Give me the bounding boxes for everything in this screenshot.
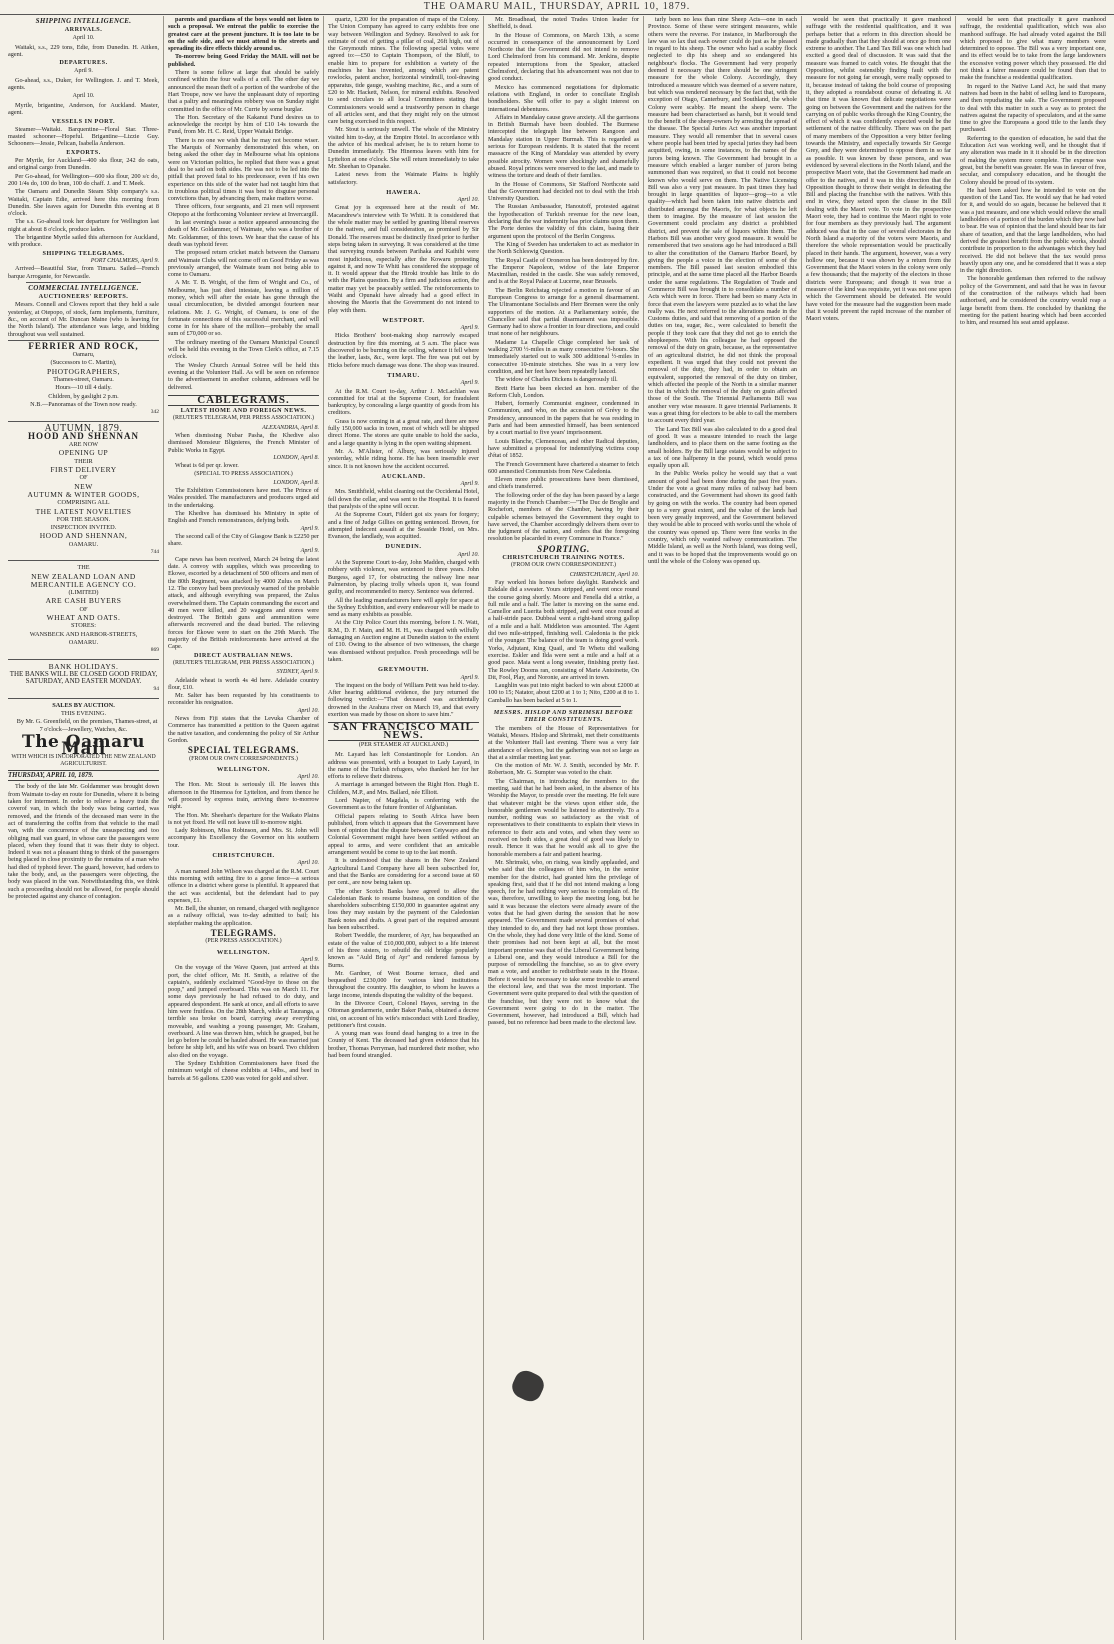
paragraph: Latest news from the Waimate Plains is highly satisfactory. <box>328 171 479 186</box>
ad-line: OPENING UP <box>58 448 109 458</box>
ferrier-rock-ad <box>8 340 159 419</box>
paragraph: To-morrow being Good Friday the MAIL will not be published. <box>168 53 319 68</box>
place-heading: CHRISTCHURCH. <box>212 852 275 860</box>
dateline: April 9. <box>460 380 479 387</box>
ad-line: BANK HOLIDAYS. <box>48 661 119 671</box>
departure-text-2: Myrtle, brigantine, Anderson, for Auckland. Master, agent. <box>8 101 159 117</box>
paragraph: The widow of Charles Dickens is dangerously ill. <box>495 376 618 384</box>
dateline: April 10. <box>457 197 479 204</box>
editorial-text: The body of the late Mr. Goldammer was brought down from Waimate to-day en route for Dunedin, where it is being taken for interment. In order to relieve a heavy train the coverof van, in which the body was being carried, was removed, and the friends of the deceased man were in the act of transferring the coffin from that vehicle to the mail van, with the concurrence of the unsuspecting and too obliging mail van guard, in whose care the passengers were placed, when they found that it was their duty to object. Indeed it was not a pleasant thing to think of the passengers being placed in close proximity to the remains of a man who had died of typhoid fever. The guard, however, had orders to take the body, and, as the passengers were objecting, the body was placed in the van. Notwithstanding this, we think such a proceeding should not be allowed, for people should be protected against any chance of contagion. <box>8 783 159 900</box>
paper-date: THURSDAY, APRIL 10, 1879. <box>8 770 159 781</box>
paragraph: Mrs. Smithfield, whilst cleaning out the Occidental Hotel, fell down the cellar, and was sent to the Hospital. It is feared that paralysis of the spine will occur. <box>328 488 479 510</box>
dateline: April 10. <box>297 860 319 867</box>
ad-line: INSPECTION INVITED. <box>50 524 117 532</box>
dateline: LONDON, April 8. <box>273 479 319 486</box>
paragraph: Referring to the question of education, he said that the Education Act was working well, and he thought that if any alteration was made in it it should be in the direction of making the system more complete. The expense was great, but the benefit was greater. He was in favour of free, secular, and compulsory education, and he thought the Colony should be proud of its system. <box>960 134 1106 186</box>
dateline: April 9. <box>300 548 319 555</box>
arrival-text: Waitaki, s.s., 229 tons, Edie, from Dunedin. H. Aitken, agent. <box>8 43 159 59</box>
paragraph: News from Fiji states that the Levuka Chamber of Commerce has transmitted a petition to the Queen against the native taxation, and condemning the policy of Sir Arthur Gordon. <box>168 715 319 744</box>
place-heading: GREYMOUTH. <box>378 666 429 674</box>
myrtle-text: The brigantine Myrtle sailed this afternoon for Auckland, with produce. <box>8 234 159 249</box>
bank-holidays-ad <box>8 659 159 696</box>
paragraph: The honorable gentleman then referred to the railway policy of the Government, and said that he was in favour of the construction of the railways which had been authorised, and he considered the country would reap a large benefit from them. He concluded by thanking the meeting for the patient hearing which had been accorded to him, and resumed his seat amid applause. <box>960 275 1106 327</box>
paragraph: Brett Harte has been elected an hon. member of the Reform Club, London. <box>488 384 639 399</box>
paragraph: Lord Napier, of Magdala, is conferring with the Government as to the future frontier of Afghanistan. <box>328 796 479 812</box>
paragraph: parents and guardians of the boys would not listen to such a proposal. We entreat the public to exercise the greatest care at the present juncture. It is too late to be on the safe side, and we must attend to the streets and spreading its dire effects thickly around us. <box>168 16 319 53</box>
ad-line: PHOTOGRAPHERS, <box>47 366 120 376</box>
paragraph: would be seen that practically it gave manhood suffrage with the residential qualification, and it was perhaps better that a reform in this direction should be made gradually than that they should at once go from one extreme to another. The Land Tax Bill was one which had excited a good deal of discussion. It was said that the measure was framed to catch votes. He thought that the Opposition, whilst ostensibly finding fault with the measure for not going far enough, were really opposed to it, because instead of taking the bold course of proposing it, they adopted a roundabout course of defeating it. At that time it was known that delicate negotiations were going on between the Government and the natives for the carrying on of public works through the King Country, the effect of which it was confidently expected would be the settlement of the native difficulty. There was on the part of many members of the Opposition a very bitter feeling towards the Ministry, and especially towards Sir George Grey, and they were determined to oppose them in so far as possible. It was known by these persons, and was evidenced by several elections in the North Island, and the prospective Maori vote, that the Government had made an offer to the natives, and it was in this direction that the Opposition thought to throw their weight in defeating the Bill and placing the franchise with the natives. With this end in view, they seized upon the clause in the Bill dealing with the Maori vote. To vote in the prospective Maori vote, they had to continue the Maori right to vote for four members as they previously had. The argument adduced was that in the case of several electorates in the North Island a majority of the voters were Maoris, and therefore the whole representation would be practically placed in their hands. The argument, however, was a very hollow one, because it was shown by a return from the Government that the Maori voters in the colony were only a few thousands; that the majority of the electors in those districts were Europeans; and though it was true a measure of the kind was requisite, yet it was not one upon which the Government should be defeated. He would have voted for the measure had the suggestion been made that it would prevent the rapid increase of the number of Maori voters. <box>806 16 951 323</box>
paragraph: The Hon. Mr. Stout is seriously ill. He leaves this afternoon in the Hinemoa for Lyttelton, and from thence he will proceed by express train, arriving there to-morrow night. <box>168 781 319 811</box>
sales-auction-ad <box>8 698 159 736</box>
paper-title: The Oamaru Mail <box>22 731 145 760</box>
ad-line: Oamaru, <box>72 351 95 359</box>
source-note: (PER PRESS ASSOCIATION.) <box>205 938 282 945</box>
column-2 <box>164 16 324 1640</box>
paragraph: A marriage is arranged between the Right Hon. Hugh E. Childers, M.P., and Mrs. Ballard, née Elliott. <box>328 781 479 796</box>
ad-line: N.B.—Panoramas of the Town now ready. <box>30 400 137 408</box>
paragraph: In regard to the Native Land Act, he said that many natives had been in the habit of selling land to Europeans, and then repudiating the sale. The Government proposed to deal with this matter in such a way as to protect the natives against the rapacity of speculators, and at the same time to give the Europeans a good title to the lands they purchased. <box>960 82 1106 134</box>
dateline: April 10. <box>457 551 479 558</box>
paragraph: The following order of the day has been passed by a large majority in the French Chamber:—"The Duc de Broglie and Rochefort, members of the Chamber, having by their culpable schemes betrayed the Government they ought to have served, the Chamber accordingly delivers them over to the judgment of the nation, and orders that the foregoing resolution be placarded in every Commune in France." <box>488 491 639 543</box>
paragraph: Laughlin was put into night backed to win about £2000 at 100 to 15; Natator, about £200 at 1 to 1; Nito, £200 at 8 to 1. Camballo has been backed at 5 to 1. <box>488 682 639 704</box>
ad-line: (LIMITED) <box>68 589 99 597</box>
place-heading: WELLINGTON. <box>216 765 271 773</box>
paragraph: In the House of Commons, on March 13th, a scene occurred in consequence of the announcement by Lord Northcote that the Government did not intend to remove Lord Chelmsford from his command. Mr. Jenkins, despite repeated interruptions from the Speaker, attacked Chelmsford, declaring that his advancement was not due to good conduct. <box>488 31 639 83</box>
ad-line: OAMARU. <box>68 540 99 548</box>
paragraph: Madame La Chapelle Chige completed her task of walking 2700 ½-miles in as many consecutive ½-hours. She immediately started out to walk 300 additional ½-miles in consecutive 10-minute stretches. She was in a very low condition, and her feet have been repeatedly lanced. <box>488 338 639 375</box>
auctioneers-heading: AUCTIONEERS' REPORTS. <box>38 293 129 301</box>
paragraph: There is some fellow at large that should be safely confined within the four walls of a cell. The other day we announced the mean theft of a portion of the wardrobe of the Hart Troupe, now we have the unpleasant duty of reporting that a paltry and meaningless robbery was on Sunday night committed in the office of Mr. Currie by some burglar. <box>168 69 319 113</box>
ad-number: 869 <box>150 647 159 654</box>
nz-loan-ad <box>8 560 159 656</box>
paragraph: A young man was found dead hanging to a tree in the County of Kent. The deceased had given evidence that his brother, Thomas Perryman, had murdered their mother, who had been found strangled. <box>328 1030 479 1060</box>
ad-line: THE BANKS WILL BE CLOSED GOOD FRIDAY, SATURDAY, AND EASTER MONDAY. <box>9 669 158 686</box>
san-francisco-heading: SAN FRANCISCO MAIL NEWS. <box>328 722 479 741</box>
ad-line: AUTUMN, 1879. <box>44 422 123 434</box>
paragraph: Great joy is expressed here at the result of Mr. Macandrew's interview with Te Whiti. It is considered that the whole matter may be settled by granting liberal reserves to the natives, and full consideration, as promised by Sir Donald. The reserves must be distinctly fixed prior to further steps being taken in surveying. It was considered at the time that surveying rounds between Parihaka and Kaihihi were most injudicious, especially after the Kowaru protesting against it, and now Te Whiti has considered the stoppage of it. It would appear that the Hiroki trouble has little to do with the Plains question. By a firm and judicious action, the matter may yet be peaceably settled. The reinforcements to Waihi and Opunaki have already had a good effect in showing the Maoris that the Government do not intend to play with them. <box>328 204 479 314</box>
dateline: CHRISTCHURCH, April 10. <box>569 571 639 578</box>
paragraph: In the Public Works policy he would say that a vast amount of good had been done during the past five years. Under the vote a great many miles of railway had been constructed, and the Government had shown its good faith by going on with the works. The country had been opened up to a very great extent, and the value of the lands had been very greatly improved, and the Government believed they would be able to proceed with works until the whole of the country was opened up. There were fine works in the country, which only wanted railway communication. The Middle Island, as well as the North Island, was doing well, and it was to be hoped that the improvements would go on until the whole of the Colony was opened up. <box>648 470 797 565</box>
paragraph: Mexico has commenced negotiations for diplomatic relations with England, in order to conciliate English bondholders. She will offer to pay a slight interest on international debentures. <box>488 83 639 113</box>
paragraph: In the House of Commons, Sir Stafford Northcote said that the Government had decided not to deal with the Irish University Question. <box>488 180 639 203</box>
ad-line: FIRST DELIVERY <box>50 465 117 475</box>
paragraph: The French Government have chartered a steamer to fetch 600 amnestied Communists from New Caledonia. <box>488 460 639 475</box>
paragraph: The Exhibition Commissioners have met. The Prince of Wales presided. The manufacturers and producers urged aid in the undertaking. <box>168 487 319 509</box>
paragraph: Adelaide wheat is worth 4s 4d here. Adelaide country flour, £10. <box>168 676 319 691</box>
goahead-text: The s.s. Go-ahead took her departure for Wellington last night at about 8 o'clock, produce laden. <box>8 218 159 233</box>
ad-line: By Mr. G. Greenfield, on the premises, Thames-street, at 7 o'clock—Jewellery, Watches, &c. <box>16 718 158 733</box>
paragraph: Mr. Bell, the shunter, on remand, charged with negligence as a railway official, was to-day admitted to bail; his stepfather making the application. <box>168 905 319 927</box>
paragraph: Robert Tweddle, the murderer, of Ayr, has bequeathed an estate of the value of £10,000,000, subject to a life interest of his three sisters, to rebuild the old bridge popularly known as "Auld Brig of Ayr" and rendered famous by Burns. <box>328 932 479 969</box>
paragraph: All the leading manufacturers here will apply for space at the Sydney Exhibition, and every endeavour will be made to send as many exhibits as possible. <box>328 596 479 619</box>
paragraph: The other Scotch Banks have agreed to allow the Caledonian Bank to resume business, on condition of the shareholders subscribing £150,000 in guarantee against any loss they may sustain by the payment of the Caledonian Bank notes and drafts. A great part of the required amount has been subscribed. <box>328 887 479 932</box>
ad-line: THEIR <box>74 457 93 465</box>
ad-line: STORES: <box>70 622 97 630</box>
ad-line: FERRIER AND ROCK, <box>28 340 139 351</box>
sporting-subheading: CHRISTCHURCH TRAINING NOTES. <box>502 554 625 562</box>
paragraph: Wheat is 6d per qr. lower. <box>175 462 239 470</box>
place-heading: WESTPORT. <box>382 316 425 324</box>
column-3 <box>324 16 484 1640</box>
paragraph: In last evening's issue a notice appeared announcing the death of Mr. Goldammer, of Waimate, who was a brother of Mr. Goldammer, of this town. We hear that the cause of his death was typhoid fever. <box>168 219 319 248</box>
dateline: April 9. <box>460 674 479 681</box>
ad-line: Children, by gaslight 2 p.m. <box>48 392 119 400</box>
paragraph: quartz, 1,200 for the preparation of maps of the Colony. The Union Company has agreed to carry exhibits free one way between Wellington and Sydney. Resolved to ask for estimate of cost of getting a pillar of coal, 26ft high, out of the Greymouth mines. The following special votes were agreed to:—£50 to Captain Thompson, of the Bluff, to enable him to prepare for exhibition a variety of the machines he has invented, among which are patent rowlocks, patent anchor, horizontal windmill, tool-drawing apparatus, tide gauge, washing machine, &c., and a sum of £20 to Mr. Hackett, Nelson, for mineral exhibits. Resolved to send circulars to all local Committees stating that Commissioners would send a trustworthy person in charge of all articles sent, and that they might rely on the utmost care being exercised in this respect. <box>328 16 479 126</box>
exports-text-2: Per Go-ahead, for Wellington—600 sks flour, 200 s/c do, 200 1/4s do, 100 do bran, 100 do chaff. J. and T. Meek. <box>8 172 159 187</box>
column-1 <box>4 16 164 1640</box>
paragraph: Grass is now coming in at a great rate, and there are now fully 150,000 sacks in town, most of which will be shipped direct Home. The stores are quite unable to hold the sacks, and a large quantity is lying in the open waiting shipment. <box>328 417 479 447</box>
paragraph: At the City Police Court this morning, before I. N. Watt, R.M., D. F. Main, and M. H. H., was charged with wilfully damaging an Auction engine at Dunedin station to the extent of £10. Owing to the absence of two witnesses, the charge was dismissed without prejudice. Fresh proceedings will be taken. <box>328 619 479 663</box>
paragraph: There is no one we wish that he may not become wiser. The Marquis of Normanby demonstrated this when, on being asked the other day in Melbourne what his opinions were on Victorian politics, he replied that there was a great deal to be said on both sides. He was not to be led into the pitfall that proved fatal to his predecessor, even if his own experience on this side of the water had not taught him that in troublous political times it was best to disguise personal convictions than, by advancing them, make matters worse. <box>168 136 319 203</box>
dateline: April 9. <box>300 525 319 532</box>
place-heading: AUCKLAND. <box>381 472 426 480</box>
ad-line: ARE CASH BUYERS <box>45 596 122 606</box>
vessels-text: Steamer—Waitaki. Barquentine—Floral Star. Three-masted schooner—Hopeful. Brigantine—Lizzie Guy. Schooners—Jessie, Pelican, Isabella Anderson. <box>8 125 159 148</box>
paragraph: He had been asked how he intended to vote on the question of the Land Tax. He would say that he had voted for it, and would do so again, because he believed that it was a just measure, and one which would relieve the small landholders of a portion of the burden which they now had to bear. He was of opinion that the land should bear its fair share of taxation, and that the large landholders, who had derived the greatest benefit from the public works, should contribute in proportion to the advantages which they had received. He did not believe that the tax would press heavily upon any one, and he considered that it was a step in the right direction. <box>960 186 1106 275</box>
ad-line: OF <box>79 474 88 482</box>
paragraph: Mr. Broadhead, the noted Trades Union leader for Sheffield, is dead. <box>488 16 639 31</box>
ad-line: COMPRISING ALL <box>57 499 110 507</box>
vessels-heading: VESSELS IN PORT. <box>51 117 116 125</box>
ad-line: OAMARU. <box>68 638 99 646</box>
ad-line: THE <box>77 564 90 572</box>
special-telegrams-heading: SPECIAL TELEGRAMS. <box>187 745 300 756</box>
departure-text-1: Go-ahead, s.s., Duker, for Wellington. J. and T. Meek, agents. <box>8 77 159 92</box>
arrivals-heading: ARRIVALS. <box>64 26 103 34</box>
ad-line: (Successors to C. Martin), <box>50 359 117 367</box>
cablegrams-heading: CABLEGRAMS. <box>168 395 319 406</box>
paragraph: would be seen that practically it gave manhood suffrage, the residential qualification, which was also manhood suffrage. He had already voted against the Bill which proposed to give what many members were determined to oppose. The Bill was a very important one, and its effect would be to take from the large landowners the excessive voting power which they possessed. He did not think a fairer measure could be found than that to make the franchise a residential qualification. <box>960 16 1106 82</box>
paragraph: Lady Robinson, Miss Robinson, and Mrs. St. John will accompany his Excellency the Governor on his southern tour. <box>168 827 319 849</box>
paragraph: The Berlin Reichstag rejected a motion in favour of an European Congress to arrange for a general disarmament. The Ultramontane Socialists and Herr Bremen were the only supporters of the motion. At a Parliamentary soirée, the Chancellor said that partial disarmament was impossible. Germany had to show a frontier in four directions, and could trust none of her neighbours. <box>488 286 639 338</box>
exports-heading: EXPORTS. <box>66 148 101 156</box>
paragraph: Louis Blanche, Clemenceau, and other Radical deputies, have submitted a proposal for indemnifying victims coup d'état of 1852. <box>488 437 639 460</box>
ad-number: 342 <box>150 409 159 416</box>
paragraph: Mr. Shrimski, who, on rising, was kindly applauded, and who said that the colleagues of him who, in the senior member for the district, had granted him the privilege of speaking first, said that if he did not intend making a long speech, for he had nothing very serious to complain of. He was, therefore, unwilling to keep the meeting long, but he said it was because the electors were already aware of the votes that he had given during the session that he now appeared. The Government made several promises of what they intended to do, and they had not kept those promises. On the whole, they had done very little of the kind. Some of their promises had not been kept at all, but the most important promise was that of the Liberal Government being a Liberal one, and they would introduce a Bill for the purpose of remodelling the franchise, so as to give every man a vote, and another to redistribute seats in the House. Before it would be necessary to take some trouble to amend the electoral law, and that was the most important. The Government were quite prepared to deal with the question of the franchise, but they were not to know what the Government were going to do in the matter. The Government, however, had introduced a Bill, which had passed, but no reference had been made to the electoral law. <box>488 858 639 1027</box>
paragraph: At the Supreme Court, Fildert got six years for forgery; and a fine of Judge Gillies on getting sentenced. Brown, for attempted indecent assault at the Seaside Hotel, on Mrs. Evanson, the landlady, was acquitted. <box>328 511 479 541</box>
place-heading: WELLINGTON. <box>216 948 271 956</box>
paragraph: At the Supreme Court to-day, John Madden, charged with robbery with violence, was sentenced to three years. John Burgess, aged 17, for obstructing the railway line near Palmerston, by placing trolly wheels upon it, was found guilty, and recommended to mercy. Sentence was deferred. <box>328 559 479 596</box>
paragraph: The Khedive has dismissed his Ministry in spite of English and French remonstrances, defying both. <box>168 510 319 525</box>
paragraph: Three officers, four sergeants, and 21 men will represent Otepopo at the forthcoming Volunteer review at Invercargill. <box>168 203 319 218</box>
dateline: LONDON, April 8. <box>273 454 319 461</box>
ad-line: AUTUMN & WINTER GOODS, <box>27 489 140 499</box>
paragraph: Mr. Salter has been requested by his constituents to reconsider his resignation. <box>168 692 319 707</box>
ad-line: NEW <box>74 481 93 491</box>
ad-number: 94 <box>153 686 159 693</box>
source-note: (FROM OUR OWN CORRESPONDENTS.) <box>189 755 298 762</box>
ad-line: WANSBECK AND HARBOR-STREETS, <box>29 630 138 638</box>
dateline: April 9. <box>300 956 319 963</box>
paragraph: When dismissing Nubar Pasha, the Khedive also dismissed Monsieur Blignieres, the French Minister of Public Works in Egypt. <box>168 432 319 454</box>
paragraph: The Hon. Secretary of the Kakanui Fund desires us to acknowledge the receipt by him of £10 14s towards the Fund, from Mr. H. C. Reid, Upper Waitaki Bridge. <box>168 113 319 136</box>
paragraph: Fay worked his horses before daylight. Randwick and Eskdale did a sweater. Yours stripped, and went once round the course going shortly. Moore and Fenella did a strike, a full mile and a half. The latter is moving on the same end. Camellor and Luerita both stripped, and went once round at a half-stride pace. Dubbeal went a right-hand strong gallop of a mile and a half. Middleton was amounted. The Agent did two mile-stripped, finishing well. Caledonia is the pick of the younger. The balance of the team is doing good work. Yorks, Adjutant, King Quail, and Te Whetu did walking exercise. Eskler and Ilda were sent a mile and a half at a good pace. Maia went a long sweater, finishing pretty fast. The Rowley Dooms ran, consisting of Marie Antoinette, On Dit, Fool, Play, and Noronie, are arrived in town. <box>488 578 639 681</box>
paragraph: The Wesley Church Annual Soiree will be held this evening at the Volunteer Hall. As will be seen on reference to the advertisement in another column, addresses will be delivered. <box>168 361 319 391</box>
paragraph: The second call of the City of Glasgow Bank is £2250 per share. <box>168 532 319 548</box>
column-5 <box>644 16 802 1640</box>
ad-line: NEW ZEALAND LOAN AND <box>31 571 136 581</box>
paragraph: The Royal Castle of Oroneron has been destroyed by fire. The Emperor Napoleon, widow of the late Emperor Maximilian, resided in the castle. She was safely removed, and is at the Royal Palace at Lucerne, near Brussels. <box>488 256 639 286</box>
telegrams-heading: TELEGRAMS. <box>210 928 277 939</box>
ad-line: THIS EVENING. <box>60 710 107 718</box>
ad-line: MERCANTILE AGENCY CO. <box>30 579 137 589</box>
page-masthead: THE OAMARU MAIL, THURSDAY, APRIL 10, 1879. <box>0 0 1114 15</box>
exports-text-1: Per Myrtle, for Auckland—400 sks flour, 242 do oats, and original cargo from Dunedin. <box>8 157 159 172</box>
place-heading: TIMARU. <box>387 371 420 379</box>
dateline: SYDNEY, April 9. <box>276 669 319 676</box>
paragraph: The ordinary meeting of the Oamaru Municipal Council will be held this evening in the Town Clerk's office, at 7.15 o'clock. <box>168 338 319 361</box>
hood-shennan-ad <box>8 421 159 559</box>
paragraph: The members of the House of Representatives for Waitaki, Messrs. Hislop and Shrimski, met their constituents at the Volunteer Hall last evening. There was a very fair attendance of electors, but the gathering was not so large as that at a similar meeting last year. <box>488 724 639 761</box>
ad-line: WHEAT AND OATS. <box>46 613 121 623</box>
paragraph: Cape news has been received, March 24 being the latest date. A convoy with supplies, which was proceeding to Ekowe, escorted by a detachment of 500 officers and men of the 80th Regiment, was attacked by 4000 Zulus on March 12. The convoy had been previously warned of the probable attack, and although everything was prepared, the Zulus overwhelmed them. The Captain commanding the escort and 40 men were killed, and 20 waggons and stores were destroyed. The British guns and ammunition were afterwards recovered and the dead buried. The relieving forces for Ekowe were to start on the 29th March. The majority of the British reinforcements have arrived at the Cape. <box>168 555 319 651</box>
shipping-heading: SHIPPING INTELLIGENCE. <box>35 17 132 25</box>
paragraph: The Hon. Mr. Sheehan's departure for the Waikato Plains is not yet fixed. He will not leave till to-morrow night. <box>168 811 319 826</box>
ad-number: 744 <box>150 549 159 555</box>
commercial-text: Messrs. Connell and Clowes report that they held a sale yesterday, at Otepopo, of stock, farm implements, furniture, &c., on account of Mr. Duncan Maine (who is leaving for the North Island). The attendance was large, and bidding throughout was well sustained. <box>8 301 159 338</box>
divider <box>506 706 621 707</box>
paragraph: Mr. Layard has left Constantinople for London. An address was presented, with a bouquet to Lady Layard, in the name of the Turkish refugees, who thanked her for her efforts to relieve their distress. <box>328 751 479 781</box>
paper-subtitle: WITH WHICH IS INCORPORATED THE NEW ZEALAND AGRICULTURIST. <box>11 753 156 767</box>
paragraph: Eleven more public prosecutions have been dismissed, and chiefs transferred. <box>488 476 639 491</box>
ad-line: ARE NOW <box>68 441 99 449</box>
source-note: (REUTER'S TELEGRAM, PER PRESS ASSOCIATION.) <box>173 415 314 422</box>
shipping-telegrams-heading: SHIPPING TELEGRAMS. <box>42 249 125 257</box>
hislop-shrimski-heading: MESSRS. HISLOP AND SHRIMSKI BEFORE THEIR CONSTITUENTS. <box>493 709 634 724</box>
ad-line: Thames-street, Oamaru. <box>53 376 114 384</box>
paragraph: Mr. A. M'Alister, of Albury, was seriously injured yesterday, while riding home. He has been insensible ever since. It is not known how the accident occurred. <box>328 447 479 470</box>
commercial-heading: COMMERCIAL INTELLIGENCE. <box>28 283 139 292</box>
port-chalmers-text: Arrived—Beautiful Star, from Timaru. Sailed—French barque Arrogante, for Newcastle. <box>8 265 159 280</box>
column-4 <box>484 16 644 1640</box>
paragraph: The Russian Ambassador, Hanoutoff, protested against the hypothecation of Turkish revenue for the new loan, declaring that the war indemnity has prior claims upon them. The Porte denies the validity of this claim, basing their argument upon the protocol of the Berlin Congress. <box>488 203 639 240</box>
australian-news-heading: DIRECT AUSTRALIAN NEWS. <box>194 651 293 659</box>
paragraph: The Land Tax Bill was also calculated to do a good deal of good. It was a measure intended to reach the large landholders, and to place them on the same footing as the small holders. By the Bill large estates would be subject to a tax of one halfpenny in the pound, which would press equally upon all. <box>648 425 797 470</box>
newspaper-columns <box>4 16 1110 1640</box>
paragraph: On the motion of Mr. W. J. Smith, seconded by Mr. F. Robertson, Mr. G. Sumpter was voted to the chair. <box>488 762 639 777</box>
departures-heading: DEPARTURES. <box>59 59 108 67</box>
paragraph: Hicks Brothers' boot-making shop narrowly escaped destruction by fire this morning, at 5 a.m. The place was discovered to be burning on the ceiling, whence it fell where the leather, lasts, &c., were kept. The fire was put out by Hicks before much damage was done. The shop was insured. <box>328 332 479 369</box>
arrival-date: April 10. <box>72 34 95 41</box>
paragraph: Official papers relating to South Africa have been published, from which it appears that the Government have been of opinion that the dispute between Cetywayo and the Colonial Government might have been settled without an appeal to arms, and were confident that an amicable arrangement would be come to up to the last month. <box>328 812 479 857</box>
dateline: April 9. <box>460 481 479 488</box>
dateline: April 10. <box>297 707 319 714</box>
dateline: ALEXANDRIA, April 8. <box>262 424 319 431</box>
paragraph: On the voyage of the Wave Queen, just arrived at this port, the chief officer, Mr. H. Smith, a relative of the captain's, suddenly exclaimed "Good-bye to those on the poop," and jumped overboard. This was on March 11. For some days previously he had refused to do duty, and appeared despondent. He sank at once, and all efforts to save him were fruitless. On the 28th March, while at Tauranga, a terrible sea broke on board, carrying away everything moveable, and washing a young passenger, Mr. Graham, overboard. A line was thrown him, which he grasped, but he let go before he could be hauled aboard. He was married just before he ship left, and his wife was on board. Two children also died on the voyage. <box>168 964 319 1059</box>
source-note: (FROM OUR OWN CORRESPONDENT.) <box>511 562 616 569</box>
cablegrams-subheading: LATEST HOME AND FOREIGN NEWS. <box>180 407 307 415</box>
paragraph: The proposed return cricket match between the Oamaru and Waimate Clubs will not come off on Good Friday as was previously arranged, the Waimate team not being able to come to Oamaru. <box>168 249 320 279</box>
departure-date-1: April 9. <box>74 67 93 74</box>
source-note: (REUTER'S TELEGRAM, PER PRESS ASSOCIATION.) <box>173 659 314 666</box>
paragraph: A man named John Wilson was charged at the R.M. Court this morning with setting fire to a gorse fence—a serious offence in a district where gorse is plentiful. It appeared that the act was accidental, but the defendant had to pay expenses, £1. <box>168 867 319 904</box>
dateline: April 9. <box>460 325 479 332</box>
source-note: (PER STEAMER AT AUCKLAND.) <box>358 741 449 748</box>
port-chalmers-date: PORT CHALMERS, April 9. <box>90 257 159 264</box>
ad-line: FOR THE SEASON. <box>56 515 111 523</box>
divider <box>26 282 141 283</box>
paragraph: At the R.M. Court to-day, Arthur J. McLachlan was committed for trial at the Supreme Court, for fraudulent bankruptcy, by concealing a large quantity of goods from his creditors. <box>328 387 479 417</box>
departure-date-2: April 10. <box>72 92 95 99</box>
paragraph: It is understood that the shares in the New Zealand Agricultural Land Company have all been subscribed for, and that the Banks are considering for a second issue at 60 per cent., are now being taken up. <box>328 857 479 887</box>
ad-line: THE LATEST NOVELTIES <box>35 506 132 516</box>
ad-line: Hours—10 till 4 daily. <box>55 384 112 392</box>
column-6 <box>802 16 956 1640</box>
place-heading: DUNEDIN. <box>385 543 422 551</box>
paragraph: In the Divorce Court, Colonel Hayes, serving in the Ottoman gendarmerie, under Baker Pasha, obtained a decree nisi, on account of his wife's misconduct with Lord Bradley, petitioner's first cousin. <box>328 1000 479 1029</box>
paragraph: The Sydney Exhibition Commissioners have fixed the minimum weight of cheese exhibits at 14lbs., and beef in barrels at 56 gallons. £200 was voted for gold and silver. <box>168 1060 319 1082</box>
sporting-heading: SPORTING. <box>537 543 590 554</box>
source-note: (SPECIAL TO PRESS ASSOCIATION.) <box>194 470 293 477</box>
dateline: April 10. <box>297 774 319 781</box>
paragraph: tarly been no less than nine Sheep Acts—one in each Province. Some of these were stringent measures, while others were the reverse. For instance, in Marlborough the law was so lax that each owner could do just as he pleased in regard to his sheep. The owner who had a scabby flock neglected to dip his sheep and so endangered his neighbour's flocks. The Government had very properly deemed it necessary that there should be one stringent measure for the whole Colony. Accordingly, they introduced a measure which was deemed of a severe nature, but which was rendered necessary by the fact that, with the exception of Otago, Canterbury, and Southland, the whole Colony were scabby. He meant the sheep were. The measure had been characterised as harsh, but it would tend to the benefit of the sheep-owners by arresting the spread of the disease. The Special Juries Act was another important measure. They would all remember that in several cases where people had been tried by special juries they had been acquitted, owing, in some instances, to the names of the jurors being known. The Government had brought in a measure which enabled a larger number of jurors being summoned than was required, so that it could not become known who would serve on them. The Native Licensing Bill was also a very just measure. In past times they had brought in large quantities of liquor—grog—to a vile quality—which had been taken into native districts and distributed amongst the Maoris, for what objects he left them to imagine. By the measure of last session the Government could proclaim any district a prohibited district, and prevent the sale of liquors within them. The Harbors Bill was another very good measure. It would be remembered that two sessions ago he had introduced a Bill to alter the constitution of the Oamaru Harbor Board, by giving the people a voice in the election of some of the members. The Bill passed last session embodied this principle, and at the same time placed all the Harbor Boards under the same regulations. The Regulation of Trade and Commerce Bill was brought in to consolidate a number of Acts which were in force. There had been so many Acts in force that even the lawyers were puzzled as to what the law really was. He next referred to the alterations made in the Customs duties, and said that removing of a portion of the duties on tea, sugar, &c., were calculated to benefit the people if they took care that they did not go to enrich the shopkeepers. With his colleague he had opposed the removal of the duty on grain, because, as the representative of an agricultural district, he did not think the proposal expedient. It was urged that they could not prevent the removal of the duty, they had, in order to obtain an equivalent, supported the removal of the duty on timber, which affected the people of the North in a similar manner to that in which the removal of the duty on grain affected those of the South. The Triennial Parliaments Bill was another very wise measure. It gave triennial Parliaments. It was a great thing for electors to be able to call the members to account every third year. <box>648 16 797 425</box>
paragraph: The Chairman, in introducing the members to the meeting, said that he had been asked, in the absence of his Worship the Mayor, to preside over the meeting. He felt sure that whatever might be the views upon either side, the honorable gentlemen would be listened to attentively. To a number, nothing was so satisfactory as the visit of representatives to their constituents to explain their views in reference to their acts and votes, and when they were so received on both sides, a great deal of good was likely to result. Hence it was that he would ask all to give the honorable members a fair and patient hearing. <box>488 777 639 858</box>
paragraph: The King of Sweden has undertaken to act as mediator in the North Schleswig Question. <box>488 240 639 256</box>
place-heading: HAWERA. <box>386 188 421 196</box>
paragraph: Hubert, formerly Communist engineer, condemned in Communion, and who, on the accession of Grévy to the Presidency, announced in the papers that he was residing in Paris and had been amnestied himself, has been sentenced by a court martial to five years' imprisonment. <box>488 400 639 437</box>
paragraph: Mr. Gardner, of West Bourne terrace, died and bequeathed £230,000 for various kind institutions throughout the country. His daughter, to whom he leaves a large income, intends disputing the validity of the bequest. <box>328 969 479 999</box>
ad-line: SALES BY AUCTION. <box>52 701 115 709</box>
steamer-text: The Oamaru and Dunedin Steam Ship company's s.s. Waitaki, Captain Edie, arrived here this morning from Dunedin. She leaves again for Dunedin this evening at 8 o'clock. <box>8 188 159 218</box>
paragraph: A Mr. T. B. Wright, of the firm of Wright and Co., of Melbourne, has just died intestate, leaving a million of money, which will after the estate has gone through the usual circumlocution, be divided amongst fourteen near relations. Mr. J. G. Wright, of Oamaru, is one of the fortunate connections of this successful merchant, and will come in for his share of the million—probably the small sum of £70,000 or so. <box>168 279 319 338</box>
ad-line: HOOD AND SHENNAN <box>27 430 139 441</box>
ad-line: HOOD AND SHENNAN, <box>39 531 128 541</box>
ad-line: OF <box>79 605 88 613</box>
column-7 <box>956 16 1110 1640</box>
paragraph: The inquest on the body of William Petit was held to-day. After hearing additional evidence, the jury returned the following verdict:—"That deceased was accidentally drowned in the Arahura river on March 19, and that every exertion was made by those on shore to save him." <box>328 681 479 719</box>
paragraph: Mr. Stout is seriously unwell. The whole of the Ministry visited him to-day, at the Empire Hotel. In accordance with the advice of his medical adviser, he is to return home to Dunedin immediately. The Hinemoa leaves with him for Lyttelton at one o'clock. She will return immediately to take Mr. Sheehan to Opanake. <box>328 126 479 170</box>
paragraph: Affairs in Mandalay cause grave anxiety. All the garrisons in British Burmah have been doubled. The Burmese intercepted the telegraph line between Rangoon and Mandalay station in Upper Burmah. This is regarded as serious for European residents. It is stated that the recent massacre of the King of Mandalay was attended by every possible atrocity. Women were shockingly and shamefully abused. Royal princes were reserved to the last, and made to witness the torture and death of their families. <box>488 113 639 180</box>
